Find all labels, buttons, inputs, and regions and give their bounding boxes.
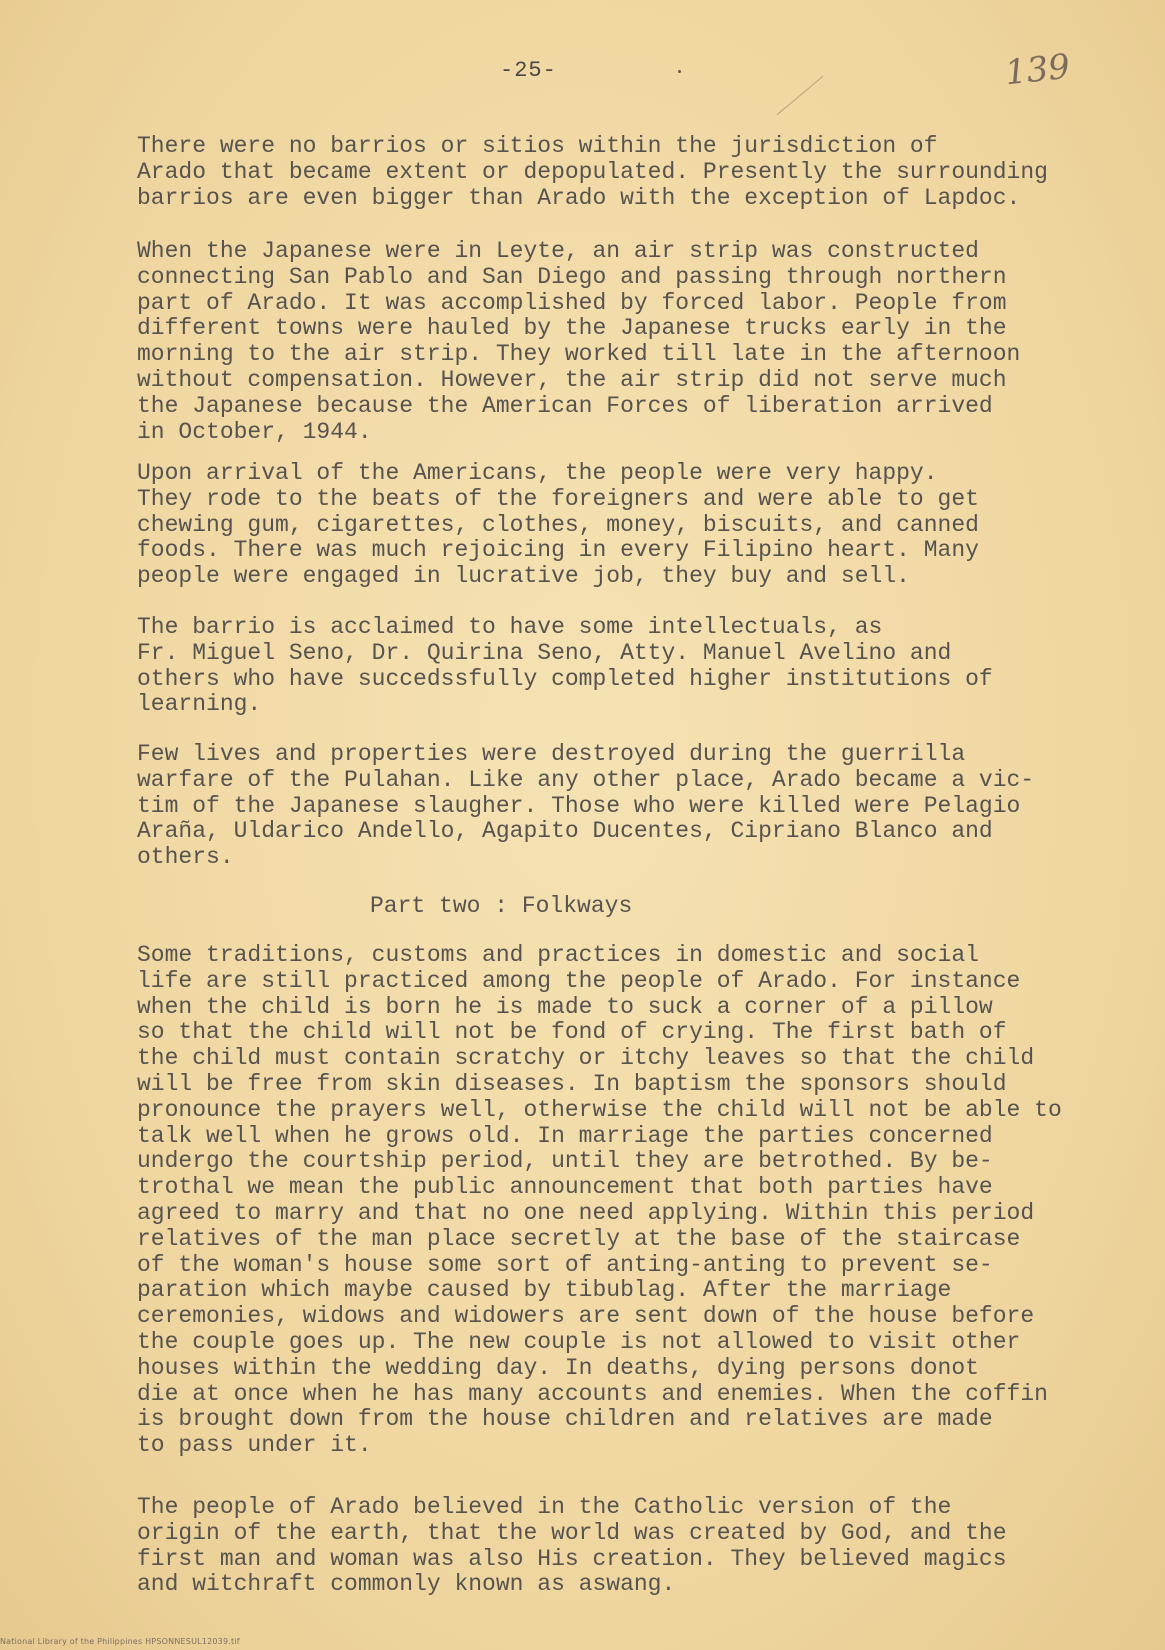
paragraph-beliefs: The people of Arado believed in the Catholic version of the origin of the earth, that the world was created by God, and the first man and woman was also His creation. They believed magics and witchraft commonly known as aswang. [137, 1494, 1007, 1598]
archive-footer: National Library of the Philippines HPSONNESUL12039.tif [0, 1637, 240, 1646]
handwritten-folio-number: 139 [1003, 46, 1072, 94]
paragraph-guerrilla-warfare: Few lives and properties were destroyed during the guerrilla warfare of the Pulahan. Like any other place, Arado became a vic- tim of the Japanese slaugher. Those who were killed were Pelagio Araña, Uldarico Andello, Agapito Ducentes, Cipriano Blanco and others. [137, 741, 1035, 871]
paragraph-americans-arrival: Upon arrival of the Americans, the people were very happy. They rode to the beats of the foreigners and were able to get chewing gum, cigarettes, clothes, money, biscuits, and canned foods. There was much rejoicing in every Filipino heart. Many people were engaged in lucrative job, they buy and sell. [137, 460, 979, 590]
section-heading: Part two : Folkways [370, 893, 633, 919]
paragraph-intellectuals: The barrio is acclaimed to have some intellectuals, as Fr. Miguel Seno, Dr. Quirina Seno, Atty. Manuel Avelino and others who have succedssfully completed higher institutions of learning. [137, 614, 993, 718]
pencil-mark [777, 76, 824, 115]
paragraph-air-strip: When the Japanese were in Leyte, an air strip was constructed connecting San Pablo and San Diego and passing through northern part of Arado. It was accomplished by forced labor. People from different towns were hauled by the Japanese trucks early in the morning to the air strip. They worked till late in the afternoon without compensation. However, the air strip did not serve much the Japanese because the American Forces of liberation arrived in October, 1944. [137, 238, 1021, 445]
ink-dot [678, 70, 681, 73]
paragraph-folkways-traditions: Some traditions, customs and practices in domestic and social life are still practiced among the people of Arado. For instance when the child is born he is made to suck a corner of a pillow so that the child will not be fond of crying. The first bath of the child must contain scratchy or itchy leaves so that the child will be free from skin diseases. In baptism the sponsors should pronounce the prayers well, otherwise the child will not be able to talk well when he grows old. In marriage the parties concerned undergo the courtship period, until they are betrothed. By be- trothal we mean the public announcement that both parties have agreed to marry and that no one need applying. Within this period relatives of the man place secretly at the base of the staircase of the woman's house some sort of anting-anting to prevent se- paration which maybe caused by tibublag. After the marriage ceremonies, widows and widowers are sent down of the house before the couple goes up. The new couple is not allowed to visit other houses within the wedding day. In deaths, dying persons donot die at once when he has many accounts and enemies. When the coffin is brought down from the house children and relatives are made to pass under it. [137, 942, 1062, 1459]
page-number: -25- [500, 58, 557, 83]
paragraph-depopulation: There were no barrios or sitios within the jurisdiction of Arado that became extent or depopulated. Presently the surrounding barrios are even bigger than Arado with the exception of Lapdoc. [137, 133, 1048, 211]
